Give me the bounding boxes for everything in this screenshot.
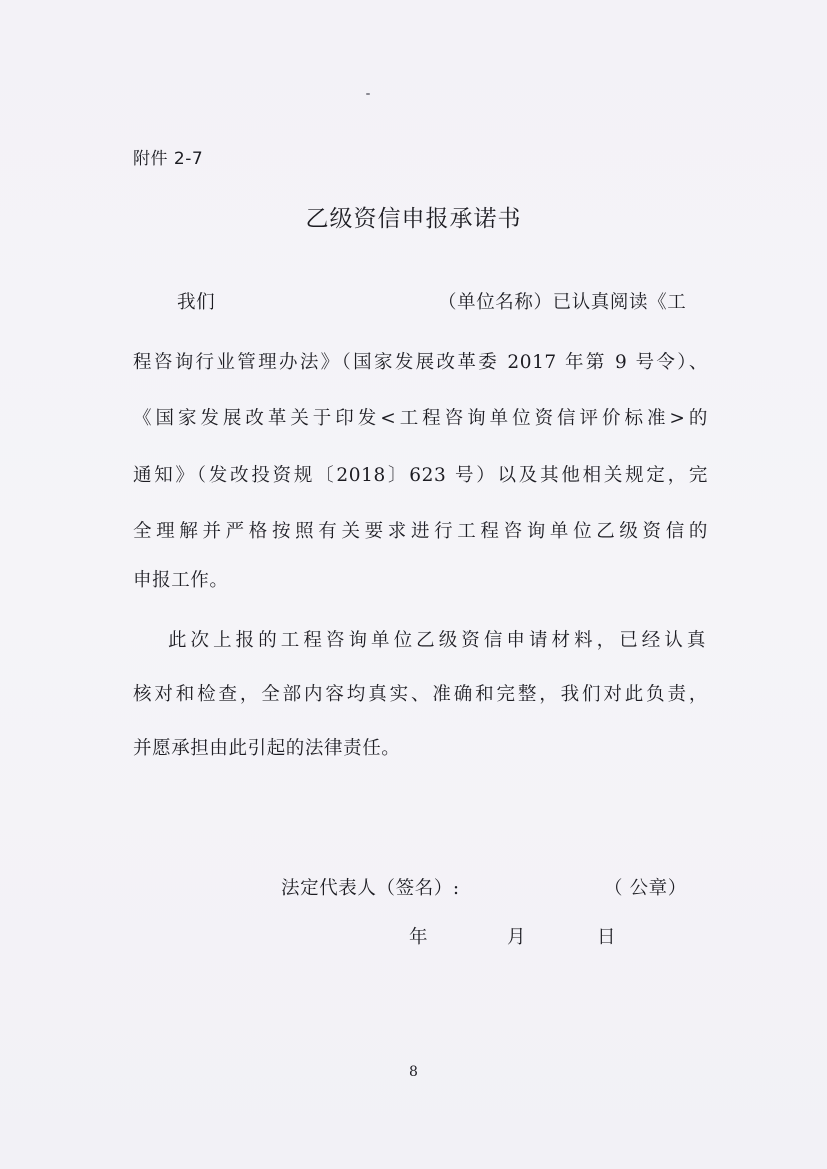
paragraph-2-line-1: 此次上报的工程咨询单位乙级资信申请材料，已经认真 <box>168 630 706 651</box>
attachment-label: 附件 2-7 <box>133 149 204 169</box>
month-label: 月 <box>507 927 527 948</box>
paragraph-1-line-5: 全理解并严格按照有关要求进行工程咨询单位乙级资信的 <box>133 521 708 542</box>
paragraph-1-line-2: 程咨询行业管理办法》（国家发展改革委 2017 年第 9 号令）、 <box>133 352 708 373</box>
paragraph-1-line-6: 申报工作。 <box>133 570 229 591</box>
page-number: 8 <box>409 1064 418 1080</box>
paragraph-2-line-2: 核对和检查，全部内容均真实、准确和完整，我们对此负责， <box>133 684 708 705</box>
paragraph-1-line-4: 通知》（发改投资规〔2018〕623 号）以及其他相关规定，完 <box>133 465 708 486</box>
document-title: 乙级资信申报承诺书 <box>305 206 522 232</box>
official-seal-label: （ 公章） <box>604 878 687 899</box>
paragraph-2-line-3: 并愿承担由此引起的法律责任。 <box>133 738 401 759</box>
scan-mark <box>366 93 370 95</box>
text-we: 我们 <box>177 292 216 313</box>
text-unit-name: （单位名称）已认真阅读《工 <box>438 292 687 313</box>
day-label: 日 <box>597 927 617 948</box>
paragraph-1-line-3: 《国家发展改革关于印发<工程咨询单位资信评价标准>的 <box>133 408 708 429</box>
legal-representative-label: 法定代表人（签名）: <box>281 878 460 899</box>
year-label: 年 <box>409 927 429 948</box>
